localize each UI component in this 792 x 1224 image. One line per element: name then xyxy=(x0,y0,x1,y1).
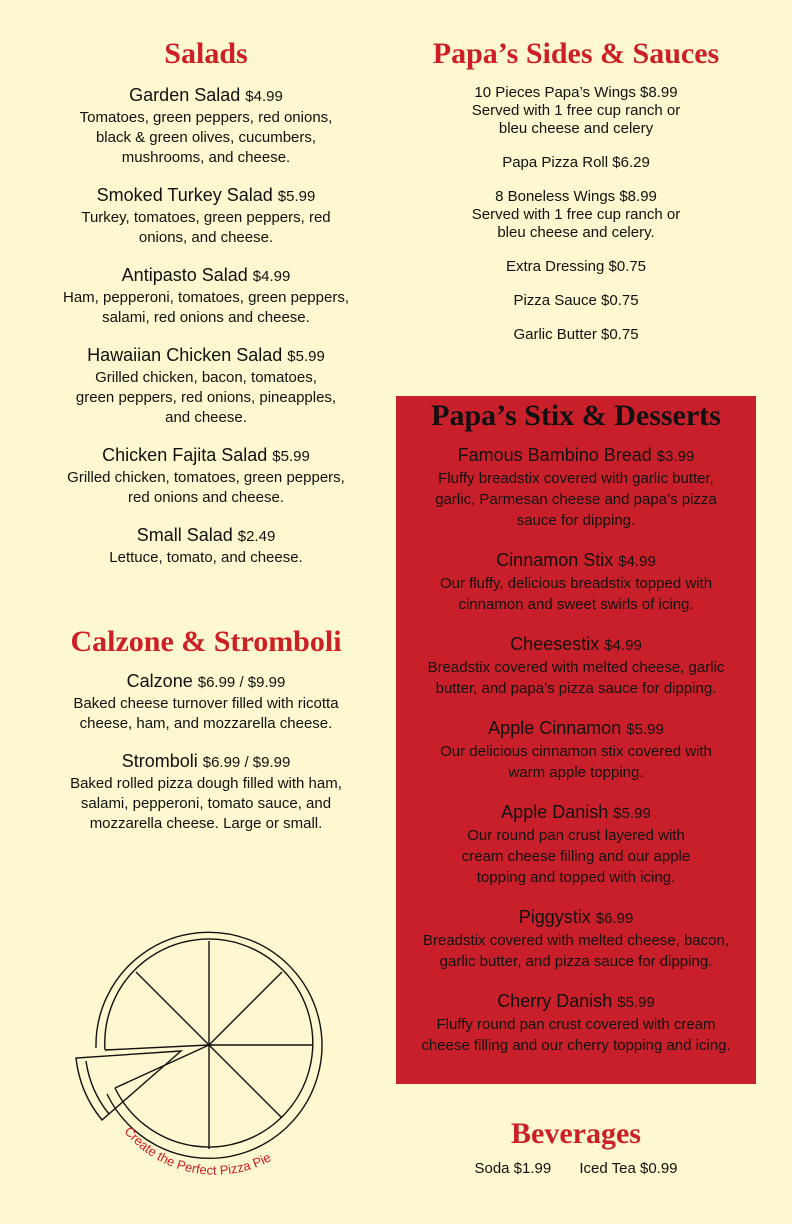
item-price: $5.99 xyxy=(287,348,325,365)
beverages-heading: Beverages xyxy=(511,1117,641,1150)
item-description: Our round pan crust layered with xyxy=(467,827,685,844)
side-item xyxy=(398,154,754,172)
stix-item xyxy=(396,549,756,615)
item-name: Calzone xyxy=(126,671,193,691)
item-title-line xyxy=(396,801,756,825)
item-description: mushrooms, and cheese. xyxy=(121,149,291,166)
item-title-line xyxy=(396,906,756,930)
stix-item xyxy=(396,990,756,1056)
item-description: onions, and cheese. xyxy=(138,229,274,246)
item-title-line xyxy=(396,633,756,657)
item-description: cheese, ham, and mozzarella cheese. xyxy=(79,715,333,732)
item-name: Hawaiian Chicken Salad xyxy=(87,345,283,365)
salad-item xyxy=(28,444,384,508)
side-item-line: 10 Pieces Papa’s Wings $8.99 xyxy=(474,84,678,101)
item-description: Baked cheese turnover filled with ricotta xyxy=(73,695,339,712)
item-description: Ham, pepperoni, tomatoes, green peppers, xyxy=(62,289,349,306)
stix-item xyxy=(396,906,756,972)
side-item xyxy=(398,84,754,138)
item-price: $4.99 xyxy=(252,268,291,285)
item-name: Famous Bambino Bread xyxy=(457,445,652,465)
item-description: cream cheese filling and our apple xyxy=(461,848,691,865)
item-name: Apple Cinnamon xyxy=(488,718,622,738)
item-price: $6.99 xyxy=(595,910,634,927)
item-price: $6.99 / $9.99 xyxy=(202,754,291,771)
item-description: Breadstix covered with melted cheese, garlic xyxy=(427,659,725,676)
pizza-cut-line xyxy=(209,972,282,1045)
item-description: Breadstix covered with melted cheese, bacon, xyxy=(423,932,729,949)
side-item-line: Served with 1 free cup ranch or xyxy=(471,206,681,223)
item-name: Cherry Danish xyxy=(497,991,613,1011)
item-title-line xyxy=(396,549,756,573)
item-title-line xyxy=(28,184,384,208)
sides-heading: Papa’s Sides & Sauces xyxy=(432,37,720,70)
item-name: Antipasto Salad xyxy=(121,265,248,285)
item-name: Chicken Fajita Salad xyxy=(102,445,268,465)
beverages-row xyxy=(396,1160,756,1177)
item-title-line xyxy=(28,750,384,774)
item-name: Smoked Turkey Salad xyxy=(96,185,273,205)
calzone-list xyxy=(28,670,384,834)
item-price: $3.99 xyxy=(656,448,695,465)
item-description: Lettuce, tomato, and cheese. xyxy=(109,549,303,566)
item-description: green peppers, red onions, pineapples, xyxy=(75,389,337,406)
item-title-line xyxy=(28,444,384,468)
calzone-item xyxy=(28,750,384,834)
stix-list xyxy=(396,444,756,1056)
stix-desserts-panel xyxy=(396,396,756,1084)
item-description: warm apple topping. xyxy=(508,764,644,781)
pizza-slice-icon xyxy=(66,928,336,1193)
side-item xyxy=(398,188,754,242)
item-price: $6.99 / $9.99 xyxy=(197,674,286,691)
pizza-cut-line xyxy=(115,1045,209,1088)
item-description: Our fluffy, delicious breadstix topped with xyxy=(439,575,713,592)
stix-item xyxy=(396,633,756,699)
item-name: Garden Salad xyxy=(129,85,241,105)
side-item-line: Garlic Butter $0.75 xyxy=(513,326,639,343)
item-price: $5.99 xyxy=(277,188,316,205)
salad-item xyxy=(28,184,384,248)
item-description: topping and topped with icing. xyxy=(476,869,676,886)
item-description: Our delicious cinnamon stix covered with xyxy=(440,743,712,760)
stix-item xyxy=(396,444,756,531)
item-price: $5.99 xyxy=(617,994,655,1011)
item-title-line xyxy=(396,444,756,468)
item-description: mozzarella cheese. Large or small. xyxy=(89,815,323,832)
item-description: and cheese. xyxy=(165,409,247,426)
item-description: cinnamon and sweet swirls of icing. xyxy=(458,596,694,613)
side-item xyxy=(398,258,754,276)
pizza-cut-line xyxy=(209,1045,282,1118)
salad-item xyxy=(28,264,384,328)
salad-item xyxy=(28,84,384,168)
item-price: $5.99 xyxy=(626,721,664,738)
item-price: $5.99 xyxy=(613,805,651,822)
item-description: salami, red onions and cheese. xyxy=(102,309,310,326)
item-description: red onions and cheese. xyxy=(128,489,284,506)
sides-list xyxy=(398,84,754,344)
item-name: Stromboli xyxy=(121,751,198,771)
item-title-line xyxy=(28,264,384,288)
item-description: Grilled chicken, tomatoes, green peppers, xyxy=(67,469,345,486)
beverages-section xyxy=(396,1116,756,1177)
beverage-item: Soda $1.99 xyxy=(474,1160,552,1177)
item-price: $5.99 xyxy=(272,448,310,465)
item-description: salami, pepperoni, tomato sauce, and xyxy=(80,795,332,812)
salads-list xyxy=(28,84,384,568)
item-description: Fluffy breadstix covered with garlic butter, xyxy=(438,470,714,487)
item-title-line xyxy=(396,990,756,1014)
item-title-line xyxy=(28,84,384,108)
side-item-line: Pizza Sauce $0.75 xyxy=(513,292,639,309)
item-title-line xyxy=(28,670,384,694)
item-description: cheese filling and our cherry topping and icing. xyxy=(421,1037,731,1054)
side-item xyxy=(398,326,754,344)
item-name: Apple Danish xyxy=(501,802,609,822)
pizza-cut-line xyxy=(105,1045,209,1050)
item-description: black & green olives, cucumbers, xyxy=(95,129,317,146)
item-name: Cheesestix xyxy=(510,634,600,654)
item-name: Small Salad xyxy=(136,525,233,545)
calzone-item xyxy=(28,670,384,734)
item-description: Tomatoes, green peppers, red onions, xyxy=(79,109,333,126)
side-item-line: Papa Pizza Roll $6.29 xyxy=(502,154,650,171)
item-price: $4.99 xyxy=(245,88,283,105)
side-item-line: Extra Dressing $0.75 xyxy=(505,258,647,275)
calzone-heading: Calzone & Stromboli xyxy=(70,625,342,658)
item-price: $4.99 xyxy=(604,637,642,654)
item-description: garlic butter, and pizza sauce for dipping. xyxy=(439,953,713,970)
item-description: Grilled chicken, bacon, tomatoes, xyxy=(95,369,317,386)
item-price: $4.99 xyxy=(618,553,656,570)
pizza-cut-line xyxy=(136,972,209,1045)
item-name: Cinnamon Stix xyxy=(496,550,614,570)
side-item-line: bleu cheese and celery. xyxy=(497,224,655,241)
item-name: Piggystix xyxy=(518,907,591,927)
salad-item xyxy=(28,344,384,428)
item-description: Turkey, tomatoes, green peppers, red xyxy=(81,209,331,226)
side-item-line: Served with 1 free cup ranch or xyxy=(471,102,681,119)
stix-item xyxy=(396,801,756,888)
salads-heading: Salads xyxy=(164,37,248,70)
pizza-caption-path: Create the Perfect Pizza Pie xyxy=(121,1123,274,1178)
left-column xyxy=(28,36,384,834)
item-title-line xyxy=(396,717,756,741)
stix-heading: Papa’s Stix & Desserts xyxy=(431,399,721,432)
beverage-item: Iced Tea $0.99 xyxy=(579,1160,678,1177)
item-title-line xyxy=(28,344,384,368)
side-item-line: 8 Boneless Wings $8.99 xyxy=(495,188,657,205)
side-item-line: bleu cheese and celery xyxy=(498,120,654,137)
stix-item xyxy=(396,717,756,783)
side-item xyxy=(398,292,754,310)
item-title-line xyxy=(28,524,384,548)
item-price: $2.49 xyxy=(237,528,276,545)
item-description: butter, and papa’s pizza sauce for dipping. xyxy=(435,680,717,697)
right-column xyxy=(398,36,754,344)
salad-item xyxy=(28,524,384,568)
item-description: Baked rolled pizza dough filled with ham, xyxy=(70,775,342,792)
item-description: garlic, Parmesan cheese and papa’s pizza xyxy=(435,491,717,508)
item-description: Fluffy round pan crust covered with cream xyxy=(436,1016,716,1033)
pizza-slice-crust xyxy=(86,1061,109,1114)
item-description: sauce for dipping. xyxy=(516,512,636,529)
